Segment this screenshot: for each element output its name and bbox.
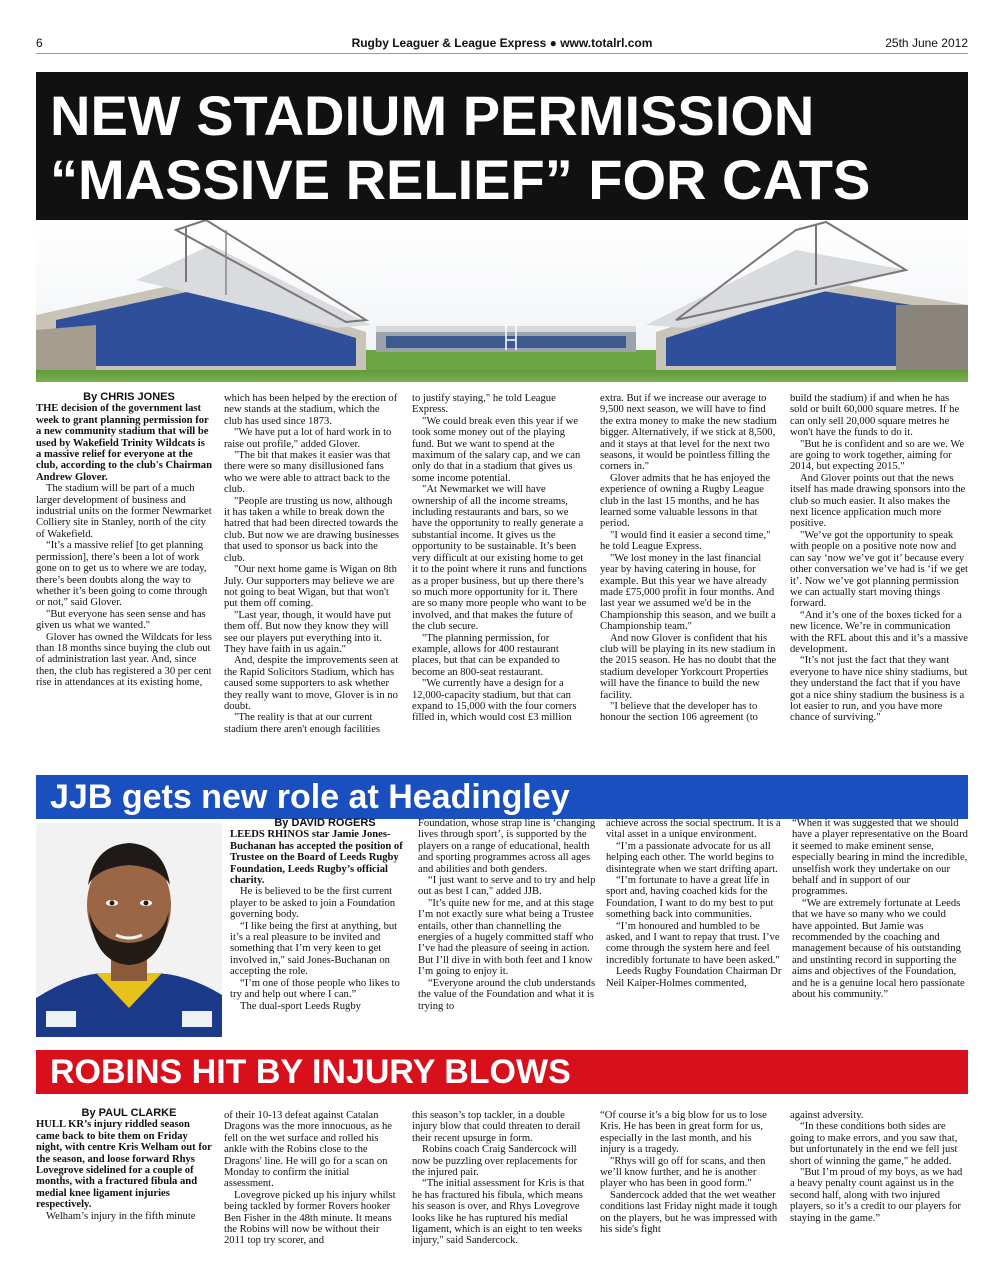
article-column-4	[600, 393, 778, 724]
article-lead: HULL KR’s injury riddled season came back to bite them on Friday night, with centre Kris Welham out for the season, and loose forward Rhys Lovegrove sidelined for a couple of months, with a fractured fibula and medial knee ligament injuries respectively.	[36, 1119, 212, 1211]
paragraph: He is believed to be the first current player to be asked to join a Foundation governing body.	[230, 886, 396, 921]
byline: By CHRIS JONES	[83, 391, 175, 403]
paragraph: “It’s not just the fact that they want everyone to have nice shiny stadiums, but they understand the fact that if you have got a nice shiny stadium the business is a lot easier to run, and you have more chance of surviving."	[790, 655, 968, 724]
paragraph: Leeds Rugby Foundation Chairman Dr Neil Kaiper-Holmes commented,	[606, 966, 782, 989]
paragraph: "We currently have a design for a 12,000-capacity stadium, but that can expand to 15,000 with the four corners filled in, which would cost £3 million	[412, 678, 577, 724]
paragraph: “We are extremely fortunate at Leeds that we have so many who we could have appointed. But Jamie was recommended by the coaching and management because of his outstanding and unstinting record in supporting the aims and objectives of the Foundation, and he is a genuine local hero passionate about his community.”	[792, 897, 965, 1001]
paragraph: "The bit that makes it easier was that there were so many disillusioned fans who we were able to attract back to the club.	[224, 450, 391, 496]
paragraph: “When it was suggested that we should have a player representative on the Board it seemed to make eminent sense, especially bearing in mind the incredible, unselfish work they undertake on our behalf and in support of our programmes.	[792, 818, 968, 898]
robins-column-4	[600, 1110, 778, 1235]
robins-headline-band	[36, 1050, 968, 1094]
paragraph: "We have put a lot of hard work in to raise out profile," added Glover.	[224, 427, 392, 450]
publication-name: Rugby Leaguer & League Express ● www.totalrl.com	[351, 36, 653, 50]
jjb-column-1	[230, 818, 410, 1012]
paragraph: “I just want to serve and to try and help out as best I can," added JJB.	[418, 875, 596, 898]
paragraph: "We’ve got the opportunity to speak with people on a positive note now and can say ‘now we’ve got it’ because every other conversation we’ve had is ‘if we get it’. Now we’ve got planning permission we can actually start moving things forward.	[790, 529, 968, 610]
paragraph: "Rhys will go off for scans, and then we’ll know further, and he is another player who has been in good form."	[600, 1155, 766, 1190]
article-column-1	[36, 392, 212, 689]
paragraph: “I’m one of those people who likes to try and help out where I can.”	[230, 977, 400, 1001]
paragraph: “Of course it’s a big blow for us to lose Kris. He has been in great form for us, especially in the last month, and his injury is a tragedy.	[600, 1110, 767, 1156]
paragraph: “In these conditions both sides are going to make errors, and you saw that, but unfortunately in the end we fell just short of winning the game," he added.	[790, 1121, 958, 1167]
paragraph: “I like being the first at anything, but it’s a real pleasure to be invited and something that I’m very keen to get involved in," said Jones-Buchanan on accepting the role.	[230, 920, 398, 978]
issue-date: 25th June 2012	[885, 36, 968, 50]
header-divider	[36, 53, 968, 54]
paragraph: extra. But if we increase our average to 9,500 next season, we will have to find the extra money to make the new stadium bigger. Alternatively, if we stick at 8,500, and it stays at that level for the next two seasons, it would be pointless filling the corners in."	[600, 393, 777, 473]
paragraph: And, despite the improvements seen at the Rapid Solicitors Stadium, which has caused some supporters to ask whether they really want to move, Glover is in no doubt.	[224, 655, 399, 712]
jjb-column-4	[792, 818, 968, 1001]
headline-line-2: “MASSIVE RELIEF” FOR CATS	[50, 148, 871, 211]
paragraph: Welham’s injury in the fifth minute	[46, 1210, 196, 1222]
main-headline	[36, 72, 968, 220]
paragraph: The dual-sport Leeds Rugby	[240, 1000, 361, 1012]
jjb-column-3	[606, 818, 782, 989]
article-lead: LEEDS RHINOS star Jamie Jones-Buchanan has accepted the position of Trustee on the Board of Leeds Rugby Foundation, Leeds Rugby’s official charity.	[230, 829, 403, 887]
paragraph: “The initial assessment for Kris is that he has fractured his fibula, which means his season is over, and Rhys Lovegrove looks like he has ruptured his medial ligament, which is an eight to ten weeks injury," said Sandercock.	[412, 1178, 585, 1247]
robins-column-1	[36, 1108, 212, 1222]
page-number: 6	[36, 36, 43, 50]
paragraph: "I would find it easier a second time," he told League Express.	[600, 529, 771, 553]
headline-line-1: NEW STADIUM PERMISSION	[50, 84, 815, 147]
paragraph: "We could break even this year if we took some money out of the playing fund. But we want to spend at the maximum of the salary cap, and we can only do that in a stadium that gives us some income potential.	[412, 415, 581, 484]
robins-column-2	[224, 1110, 400, 1247]
paragraph: this season’s top tackler, in a double injury blow that could threaten to derail their recent upsurge in form.	[412, 1110, 581, 1144]
byline: By PAUL CLARKE	[81, 1107, 177, 1119]
jjb-headline: JJB gets new role at Headingley	[50, 778, 570, 816]
paragraph: “I’m a passionate advocate for us all helping each other. The world begins to disintegrate when we start drifting apart.	[606, 840, 778, 875]
robins-headline: ROBINS HIT BY INJURY BLOWS	[50, 1053, 571, 1091]
paragraph: "But I’m proud of my boys, as we had a heavy penalty count against us in the second half, along with two injured players, so it’s a credit to our players for staying in the game.”	[790, 1167, 963, 1224]
paragraph: "But he is confident and so are we. We are going to work together, aiming for 2014, but expecting 2015."	[790, 438, 965, 473]
stadium-render-image	[36, 220, 968, 382]
paragraph: achieve across the social spectrum. It is a vital asset in a unique environment.	[606, 818, 781, 841]
player-portrait-image	[36, 823, 222, 1037]
paragraph: "We lost money in the last financial year by having catering in house, for example. But this year we have already made £75,000 profit in four months. And last year we assumed we'd be in the Championship this season, and we built a Championship team."	[600, 552, 776, 633]
jjb-column-2	[418, 818, 596, 1012]
paragraph: against adversity.	[790, 1110, 864, 1121]
paragraph: Foundation, whose strap line is ‘changing lives through sport’, is supported by the players on a range of educational, health and sporting programmes across all ages and abilities and both genders.	[418, 818, 596, 875]
article-lead: THE decision of the government last week to grant planning permission for a new community stadium that will be used by Wakefield Trinity Wildcats is a massive relief for everyone at the club, according to the club's Chairman Andrew Glover.	[36, 403, 212, 483]
paragraph: Glover admits that he has enjoyed the experience of owning a Rugby League club in the last 15 months, and he has learned some valuable lessons in that period.	[600, 472, 771, 530]
paragraph: And now Glover is confident that his club will be playing in its new stadium in the 2015 season. He has no doubt that the stadium developer Yorkcourt Properties will have the finance to build the new facility.	[600, 632, 777, 701]
paragraph: of their 10-13 defeat against Catalan Dragons was the more innocuous, as he fell on the wet surface and rolled his ankle with the Robins close to the Dragons' line. He will go for a scan on Monday to confirm the initial assessment.	[224, 1110, 392, 1190]
paragraph: build the stadium) if and when he has sold or built 60,000 square metres. If he can only sell 20,000 square metres he won't have the funds to do it.	[790, 393, 960, 439]
paragraph: "Last year, though, it would have put them off. But now they know they will see our players put everything into it. They have faith in us again."	[224, 609, 391, 655]
paragraph: Lovegrove picked up his injury whilst being tackled by former Rovers hooker Ben Fisher in the 48th minute. It means the Robins will now be without their 2011 top try scorer, and	[224, 1189, 396, 1247]
byline: By DAVID ROGERS	[274, 817, 376, 829]
paragraph: The stadium will be part of a much larger development of business and industrial units on the former Newmarket Colliery site in Stanley, north of the city of Wakefield.	[36, 483, 212, 540]
page-header	[36, 30, 968, 52]
paragraph: “Everyone around the club understands the value of the Foundation and what it is trying to	[418, 977, 596, 1012]
paragraph: And Glover points out that the news itself has made drawing sponsors into the club so much easier. It also makes the next licence application much more positive.	[790, 472, 966, 530]
paragraph: Glover has owned the Wildcats for less than 18 months since buying the club out of administration last year. And, since then, the club has registered a 30 per cent rise in attendances at its existing home,	[36, 631, 212, 689]
paragraph: “It’s a massive relief [to get planning permission], there’s been a lot of work gone on to get us to where we are today, there’s been doubts along the way to whether it’s been going to come through or not," said Glover.	[36, 540, 208, 609]
paragraph: "I believe that the developer has to honour the section 106 agreement (to	[600, 700, 758, 724]
article-column-5	[790, 393, 968, 724]
paragraph: “I’m fortunate to have a great life in sport and, having coached kids for the Foundation, I want to do my best to put something back into communities.	[606, 875, 774, 921]
paragraph: to justify staying," he told League Express.	[412, 393, 556, 416]
paragraph: "But everyone has seen sense and has given us what we wanted."	[36, 608, 206, 632]
paragraph: "It’s quite new for me, and at this stage I’m not exactly sure what being a Trustee entails, other than channelling the energies of a hugely committed staff who I’ve had the pleasure of seeing in action. But I’ll dive in with both feet and I know I’m going to enjoy it.	[418, 897, 594, 978]
paragraph: which has been helped by the erection of new stands at the stadium, which the club has used since 1873.	[224, 393, 398, 427]
paragraph: Robins coach Craig Sandercock will now be puzzling over replacements for the injured pair.	[412, 1144, 578, 1179]
paragraph: "The planning permission, for example, allows for 400 restaurant places, but that can be expanded to become an 800-seat restaurant.	[412, 632, 560, 678]
robins-column-3	[412, 1110, 588, 1247]
paragraph: “I’m honoured and humbled to be asked, and I want to repay that trust. I’ve come through the system here and feel incredibly fortunate to have been asked."	[606, 920, 780, 966]
paragraph: “And it’s one of the boxes ticked for a new licence. We’re in communication with the RFL about this and it’s a massive development.	[790, 609, 968, 655]
paragraph: Sandercock added that the wet weather conditions last Friday night made it tough on the players, but he was impressed with his side's fight	[600, 1189, 778, 1236]
paragraph: "Our next home game is Wigan on 8th July. Our supporters may believe we are not going to beat Wigan, but that won't put them off coming.	[224, 564, 397, 610]
article-column-3	[412, 393, 588, 724]
paragraph: "The reality is that at our current stadium there aren't enough facilities	[224, 712, 381, 735]
article-column-2	[224, 393, 400, 735]
paragraph: "People are trusting us now, although it has taken a while to break down the hatred that had been directed towards the club. But now we are drawing businesses that used to sponsor us back into the club.	[224, 495, 400, 564]
jjb-headline-band	[36, 775, 968, 819]
robins-column-5	[790, 1110, 968, 1224]
paragraph: "At Newmarket we will have ownership of all the income streams, including restaurants and bars, so we have the opportunity to really generate a substantial income. It gives us the opportunity to be sustainable. It’s been very difficult at our existing home to get it to the point where it runs and functions as a proper business, but up there there’s so much more opportunity for it. There are so many more people who want to be involved, and that makes the future of the club secure.	[412, 484, 587, 633]
